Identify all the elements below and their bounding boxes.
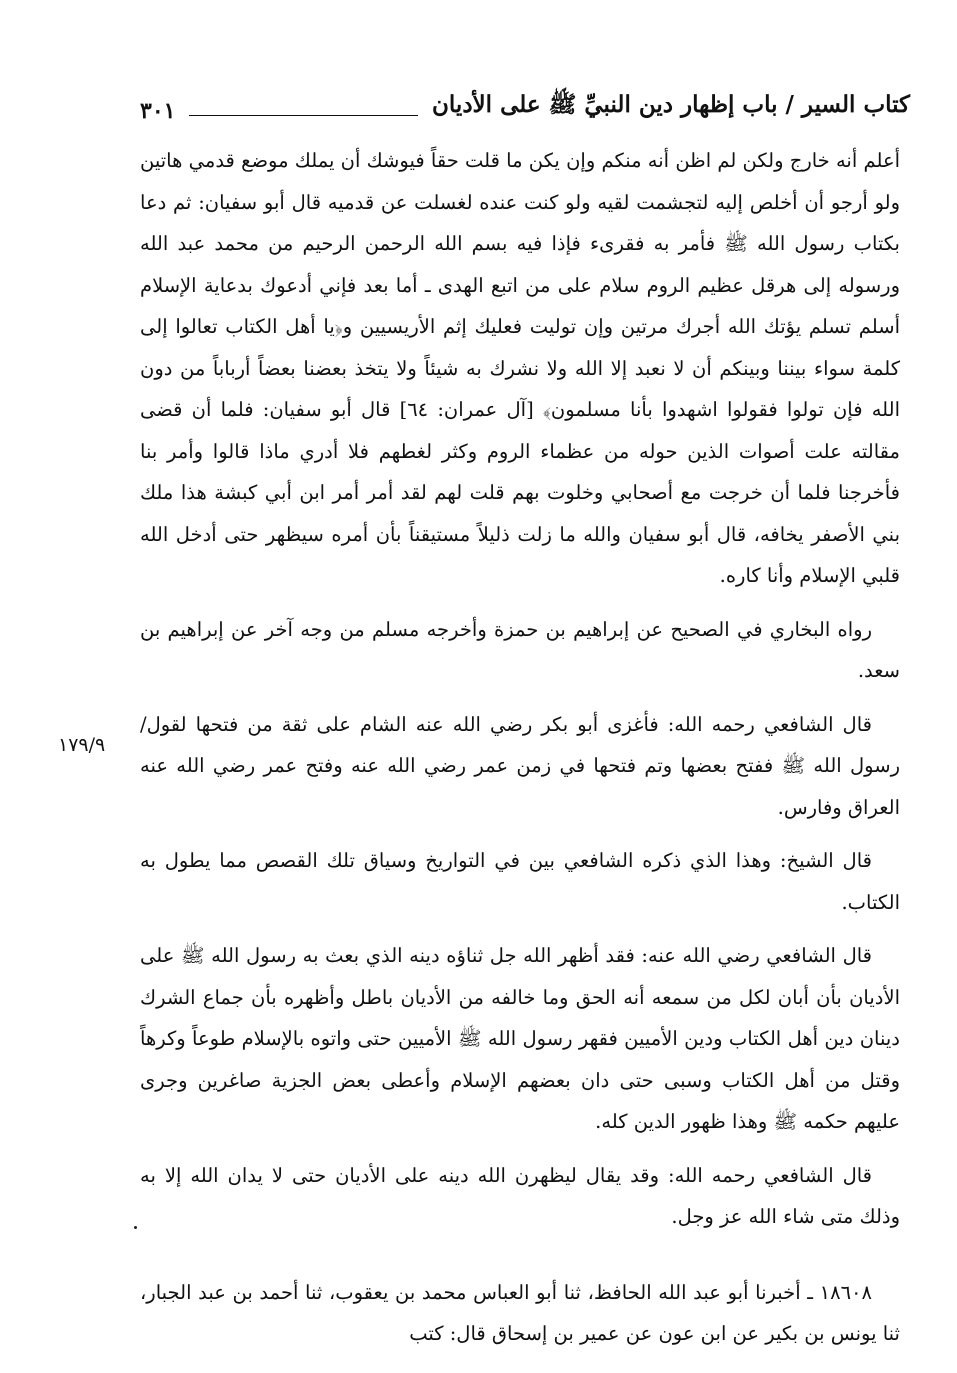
running-header <box>140 84 910 124</box>
margin-tick-mark <box>134 1226 137 1229</box>
page-number: ٣٠١ <box>140 98 176 124</box>
main-text <box>140 140 900 1367</box>
paragraph-bukhari-note: رواه البخاري في الصحيح عن إبراهيم بن حمزة وأخرجه مسلم من وجه آخر عن إبراهيم بن سعد. <box>140 617 900 682</box>
header-title: كتاب السير / باب إظهار دين النبيِّ ﷺ على الأديان <box>432 91 910 118</box>
header-rule <box>189 115 418 116</box>
paragraph-hadith-18608: ١٨٦٠٨ ـ أخبرنا أبو عبد الله الحافظ، ثنا أبو العباس محمد بن يعقوب، ثنا أحمد بن عبد الجبار، ثنا يونس بن بكير عن ابن عون عن عمير بن إسحاق قال: كتب <box>140 1280 900 1345</box>
paragraph-shafii-closing: قال الشافعي رحمه الله: وقد يقال ليظهرن الله دينه على الأديان حتى لا يدان الله إلا به وذلك متى شاء الله عز وجل. <box>140 1163 900 1228</box>
paragraph-shaykh-note: قال الشيخ: وهذا الذي ذكره الشافعي بين في التواريخ وسياق تلك القصص مما يطول به الكتاب. <box>140 849 900 914</box>
paragraph-shafii-sham: قال الشافعي رحمه الله: فأغزى أبو بكر رضي الله عنه الشام على ثقة من فتحها لقول/ رسول الله ﷺ ففتح بعضها وتم فتحها في زمن عمر رضي الله عنه وفتح عمر رضي الله عنه العراق وفارس. <box>140 712 900 819</box>
paragraph-shafii-religion: قال الشافعي رضي الله عنه: فقد أظهر الله جل ثناؤه دينه الذي بعث به رسول الله ﷺ على الأديان بأن أبان لكل من سمعه أنه الحق وما خالفه من الأديان باطل وأظهره بأن جماع الشرك دينان دين أهل الكتاب ودين الأميين فقهر رسول الله ﷺ الأميين حتى واتوه بالإسلام طوعاً وكرهاً وقتل من أهل الكتاب وسبى حتى دان بعضهم الإسلام وأعطى بعض الجزية صاغرين وجرى عليهم حكمه ﷺ وهذا ظهور الدين كله. <box>140 944 901 1133</box>
paragraph-hadith-continuation: أعلم أنه خارج ولكن لم اظن أنه منكم وإن يكن ما قلت حقاً فيوشك أن يملك موضع قدمي هاتين ولو أرجو أن أخلص إليه لتجشمت لقيه ولو كنت عنده لغسلت عن قدميه قال أبو سفيان: ثم دعا بكتاب رسول الله ﷺ فأمر به فقرىء فإذا فيه بسم الله الرحمن الرحيم من محمد عبد الله ورسوله إلى هرقل عظيم الروم سلام على من اتبع الهدى ـ أما بعد فإني أدعوك بدعاية الإسلام أسلم تسلم يؤتك الله أجرك مرتين وإن توليت فعليك إثم الأريسيين و﴿يا أهل الكتاب تعالوا إلى كلمة سواء بيننا وبينكم أن لا نعبد إلا الله ولا نشرك به شيئاً ولا يتخذ بعضنا بعضاً أرباباً من دون الله فإن تولوا فقولوا اشهدوا بأنا مسلمون﴾ [آل عمران: ٦٤] قال أبو سفيان: فلما أن قضى مقالته علت أصوات الذين حوله من عظماء الروم وكثر لغطهم فلا أدري ماذا قالوا وأمر بنا فأخرجنا فلما أن خرجت مع أصحابي وخلوت بهم قلت لهم لقد أمر أمر ابن أبي كبشة هذا ملك بني الأصفر يخافه، قال أبو سفيان والله ما زلت ذليلاً مستيقناً بأن أمره سيظهر حتى أدخل الله قلبي الإسلام وأنا كاره. <box>140 149 900 587</box>
margin-reference-note: ١٧٩/٩ <box>58 734 106 756</box>
